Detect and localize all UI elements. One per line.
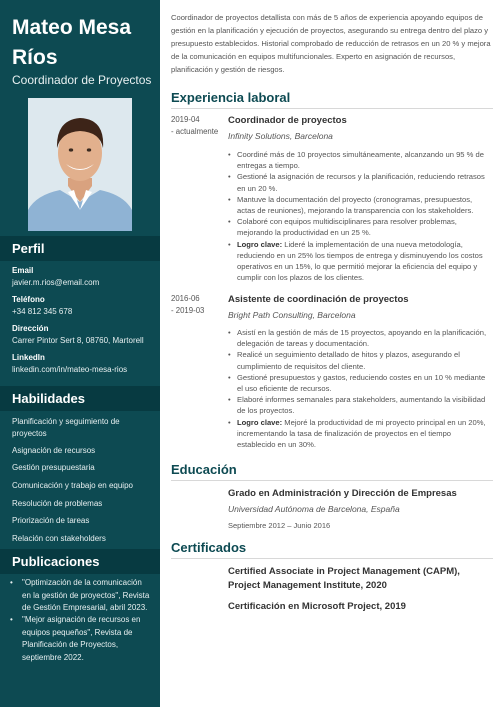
list-item: • Gestioné presupuestos y gastos, reduciendo costes en un 10 % mediante el uso eficiente de recursos. [228,372,486,394]
skill-item: Relación con stakeholders [12,534,106,543]
job-date [171,114,227,138]
skill-item: Planificación y seguimiento de proyectos [12,417,120,438]
list-item: • Mantuve la documentación del proyecto (cronogramas, presupuestos, actas de reuniones), mejorando la transparencia con los stakeholders. [228,194,474,216]
bullet-icon: • [228,150,231,159]
certificates-title: Certificados [171,540,247,555]
contact-label-phone: Teléfono [12,295,45,304]
certificate-item: Certificación en Microsoft Project, 2019 [228,601,406,612]
bullet-icon: • [10,578,13,587]
skill-item: Priorización de tareas [12,516,90,525]
job-company: Infinity Solutions, Barcelona [228,131,333,141]
job-bullets [228,149,490,283]
key-achievement-label: Logro clave: [237,417,283,427]
contact-value-address: Carrer Pintor Sert 8, 08760, Martorell [12,336,144,345]
education-dates: Septiembre 2012 – Junio 2016 [228,521,331,530]
bullet-icon: • [228,217,231,227]
education-title: Educación [171,462,237,477]
list-item: • Asistí en la gestión de más de 15 proyectos, apoyando en la planificación, delegación de tareas y documentación. [228,328,487,349]
job-date-start: 2019-04 [171,115,200,124]
bullet-icon: • [228,350,231,360]
section-divider [171,108,493,109]
skill-item: Asignación de recursos [12,446,96,455]
job-date-start: 2016-06 [171,294,200,303]
list-item: • Colaboré con equipos multidisciplinares para resolver problemas, mejorando la productividad en un 25 %. [228,217,457,238]
bullet-icon: • [228,172,231,182]
sidebar [0,0,160,707]
skill-item: Gestión presupuestaria [12,463,95,472]
main-content [160,0,500,707]
skills-title: Habilidades [12,391,85,406]
publication-item [12,577,152,615]
contact-label-linkedin: LinkedIn [12,353,45,362]
contact-label-email: Email [12,266,34,275]
publication-text: "Optimización de la comunicación en la gestión de proyectos", Revista de Gestión Empresarial, abril 2023. [22,578,150,612]
person-name: Mateo Mesa Ríos [12,16,132,69]
section-divider [171,558,493,559]
job-title: Asistente de coordinación de proyectos [228,294,409,305]
bullet-icon: • [228,417,231,427]
skill-item: Resolución de problemas [12,499,103,508]
list-item: • Logro clave: Lideré la implementación de una nueva metodología, reduciendo en un 25% los tiempos de entrega y disminuyendo los costos operativos en un 15%, lo que permitió mejorar la eficiencia del equipo y cumplir con los plazos de los clientes. [228,239,483,283]
contact-value-email: javier.m.rios@email.com [12,278,100,287]
education-school: Universidad Autónoma de Barcelona, España [228,504,400,514]
list-item: • Coordiné más de 10 proyectos simultáneamente, alcanzando un 95 % de entregas a tiempo. [228,150,484,171]
job-company: Bright Path Consulting, Barcelona [228,310,356,320]
profile-photo [28,98,132,231]
publication-text: "Mejor asignación de recursos en equipos pequeños", Revista de Planificación de Proyectos, septiembre 2022. [22,615,141,662]
job-date [171,293,227,317]
certificate-item: Certified Associate in Project Management (CAPM), Project Management Institute, 2020 [228,566,460,591]
contact-value-phone: +34 812 345 678 [12,307,73,316]
bullet-icon: • [10,615,13,624]
job-date-end: - actualmente [171,127,219,136]
list-item: • Gestioné la asignación de recursos y la planificación, reduciendo retrasos en un 20 %. [228,172,485,193]
list-item: • Realicé un seguimiento detallado de hitos y plazos, asegurando el cumplimiento de requisitos del cliente. [228,350,460,371]
bullet-icon: • [228,194,231,204]
list-item: • Logro clave: Mejoré la productividad de mi proyecto principal en un 20%, incrementando la tasa de finalización de proyectos en el tiempo establecido en un 30%. [228,417,486,450]
list-item: • Elaboré informes semanales para stakeholders, aumentando la visibilidad de los proyectos. [228,395,486,416]
experience-title: Experiencia laboral [171,90,291,105]
job-date-end: - 2019-03 [171,306,205,315]
job-bullets [228,327,490,450]
bullet-icon: • [228,328,231,337]
person-role: Coordinador de Proyectos [12,73,152,87]
bullet-icon: • [228,395,231,405]
section-divider [171,480,493,481]
education-degree: Grado en Administración y Dirección de Empresas [228,488,457,499]
contact-label-address: Dirección [12,324,49,333]
publications-title: Publicaciones [12,554,100,569]
bullet-icon: • [228,372,231,382]
bullet-icon: • [228,239,231,249]
skill-item: Comunicación y trabajo en equipo [12,481,133,490]
perfil-title: Perfil [12,241,45,256]
profile-summary: Coordinador de proyectos detallista con más de 5 años de experiencia apoyando equipos de gestión en la planificación y ejecución de proyectos, asegurando su entrega dentro del plazo y presupuesto establecidos. Historial comprobado de reducción de retrasos en un 20 % y mejora de la comunicación en equipos multifuncionales. Experto en asignación de recursos, planificación y gestión de riesgos. [171,13,491,74]
contact-value-linkedin: linkedin.com/in/mateo-mesa-rios [12,365,128,374]
person-avatar-icon [28,98,132,231]
job-title: Coordinador de proyectos [228,115,347,126]
key-achievement-label: Logro clave: [237,239,283,249]
publication-item [12,614,152,664]
